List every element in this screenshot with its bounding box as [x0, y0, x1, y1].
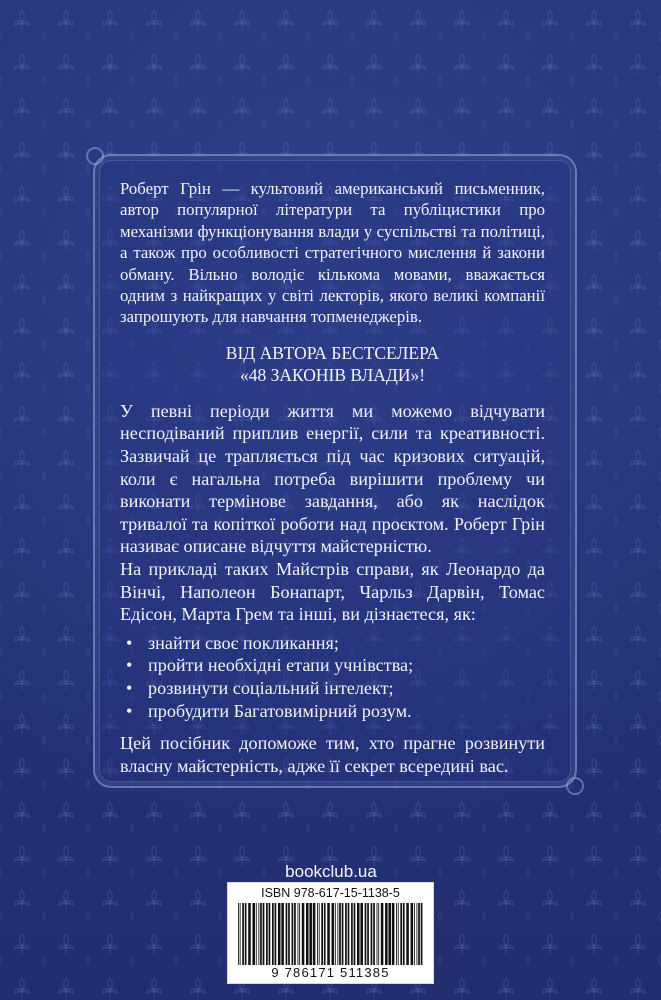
barcode-bar	[260, 903, 262, 965]
barcode-bar	[335, 903, 336, 965]
barcode-bar	[360, 903, 363, 965]
barcode-bar	[381, 903, 384, 965]
barcode-bar	[367, 903, 369, 965]
bullet-icon: •	[126, 700, 133, 721]
list-intro-paragraph: На прикладі таких Майстрів справи, як Леонардо да Вінчі, Наполеон Бонапарт, Чарльз Дарвін, Томас Едісон, Марта Грем та інші, ви дізнаєтеся, як:	[120, 559, 545, 625]
barcode-bar	[288, 903, 290, 965]
barcode-bars	[236, 903, 425, 965]
list-item	[120, 654, 545, 677]
barcode-bar	[281, 903, 284, 965]
barcode-bar	[411, 903, 414, 965]
barcode-bar	[256, 903, 257, 965]
barcode-bar	[272, 903, 274, 965]
barcode-bar	[332, 903, 335, 965]
barcode-bar	[342, 903, 344, 965]
barcode-bar	[345, 903, 347, 965]
barcode-bar	[348, 903, 350, 965]
barcode-bar	[242, 903, 244, 965]
barcode-digits: 9 786171 511385	[271, 965, 390, 980]
barcode-bar	[238, 903, 239, 965]
barcode-bar	[371, 903, 373, 965]
barcode-bar	[421, 903, 423, 965]
barcode-bar	[252, 903, 255, 965]
barcode-bar	[275, 903, 277, 965]
list-item	[120, 677, 545, 700]
about-author-paragraph: Роберт Грін — культовий американський письменник, автор популярної літератури та публіцистики про механізми функціонування влади у суспільстві та політиці, а також про особливості стратегічного мислення й закони обману. Вільно володіє кількома мовами, вважається одним з найкращих у світі лекторів, якого великі компанії запрошують для навчання топменеджерів.	[120, 179, 545, 327]
barcode-bar	[354, 903, 356, 965]
barcode-bar	[327, 903, 330, 965]
barcode-bar	[258, 903, 259, 965]
barcode-bar	[403, 903, 405, 965]
bullet-icon: •	[126, 632, 133, 653]
bullet-icon: •	[126, 655, 133, 676]
barcode	[227, 882, 434, 984]
barcode-bar	[278, 903, 281, 965]
cover-text-block	[120, 178, 545, 777]
barcode-bar	[319, 903, 320, 965]
barcode-bar	[418, 903, 420, 965]
bullet-icon: •	[126, 677, 133, 698]
publisher-website: bookclub.ua	[285, 862, 377, 881]
list-item	[120, 700, 545, 723]
barcode-bar	[373, 903, 375, 965]
barcode-bar	[306, 903, 309, 965]
isbn-label: ISBN 978-617-15-1138-5	[261, 886, 400, 900]
barcode-bar	[392, 903, 395, 965]
barcode-bar	[337, 903, 338, 965]
barcode-bar	[385, 903, 388, 965]
barcode-bar	[321, 903, 323, 965]
barcode-bar	[313, 903, 316, 965]
list-item-text: пробудити Багатовимірний розум.	[148, 700, 412, 721]
tagline	[120, 342, 545, 386]
barcode-bar	[302, 903, 305, 965]
tagline-line-2: «48 ЗАКОНІВ ВЛАДИ»!	[239, 364, 426, 385]
barcode-bar	[263, 903, 265, 965]
description-paragraph: У певні періоди життя ми можемо відчувати несподіваний приплив енергії, сили та креативності. Зазвичай це трапляється під час кризових ситуацій, коли є нагальна потреба вирішити проблему чи виконати термінове завдання, або як наслідок тривалої та копіткої роботи над проєктом. Роберт Грін називає описане відчуття майстерністю.	[120, 400, 545, 557]
barcode-bar	[266, 903, 268, 965]
barcode-bar	[396, 903, 397, 965]
barcode-bar	[240, 903, 241, 965]
barcode-bar	[365, 903, 367, 965]
barcode-bar	[309, 903, 312, 965]
barcode-bar	[388, 903, 391, 965]
list-item-text: пройти необхідні етапи учнівства;	[148, 655, 414, 676]
barcode-bar	[292, 903, 294, 965]
barcode-bar	[417, 903, 418, 965]
barcode-bar	[299, 903, 300, 965]
barcode-bar	[357, 903, 360, 965]
tagline-line-1: ВІД АВТОРА БЕСТСЕЛЕРА	[225, 342, 440, 363]
barcode-bar	[406, 903, 409, 965]
barcode-bar	[414, 903, 415, 965]
barcode-bar	[248, 903, 251, 965]
barcode-bar	[400, 903, 402, 965]
list-item-text: розвинути соціальний інтелект;	[148, 677, 394, 698]
barcode-bar	[339, 903, 341, 965]
barcode-bar	[245, 903, 247, 965]
barcode-bar	[377, 903, 378, 965]
closing-paragraph: Цей посібник допоможе тим, хто прагне розвинути власну майстерність, адже її секрет всередині вас.	[120, 733, 545, 776]
skills-list	[120, 632, 545, 722]
barcode-bar	[286, 903, 288, 965]
barcode-bar	[294, 903, 296, 965]
barcode-bar	[317, 903, 318, 965]
barcode-bar	[378, 903, 379, 965]
barcode-bar	[398, 903, 399, 965]
list-item	[120, 632, 545, 655]
barcode-bar	[324, 903, 326, 965]
barcode-bar	[351, 903, 353, 965]
barcode-bar	[269, 903, 271, 965]
list-item-text: знайти своє покликання;	[148, 632, 339, 653]
barcode-bar	[298, 903, 299, 965]
